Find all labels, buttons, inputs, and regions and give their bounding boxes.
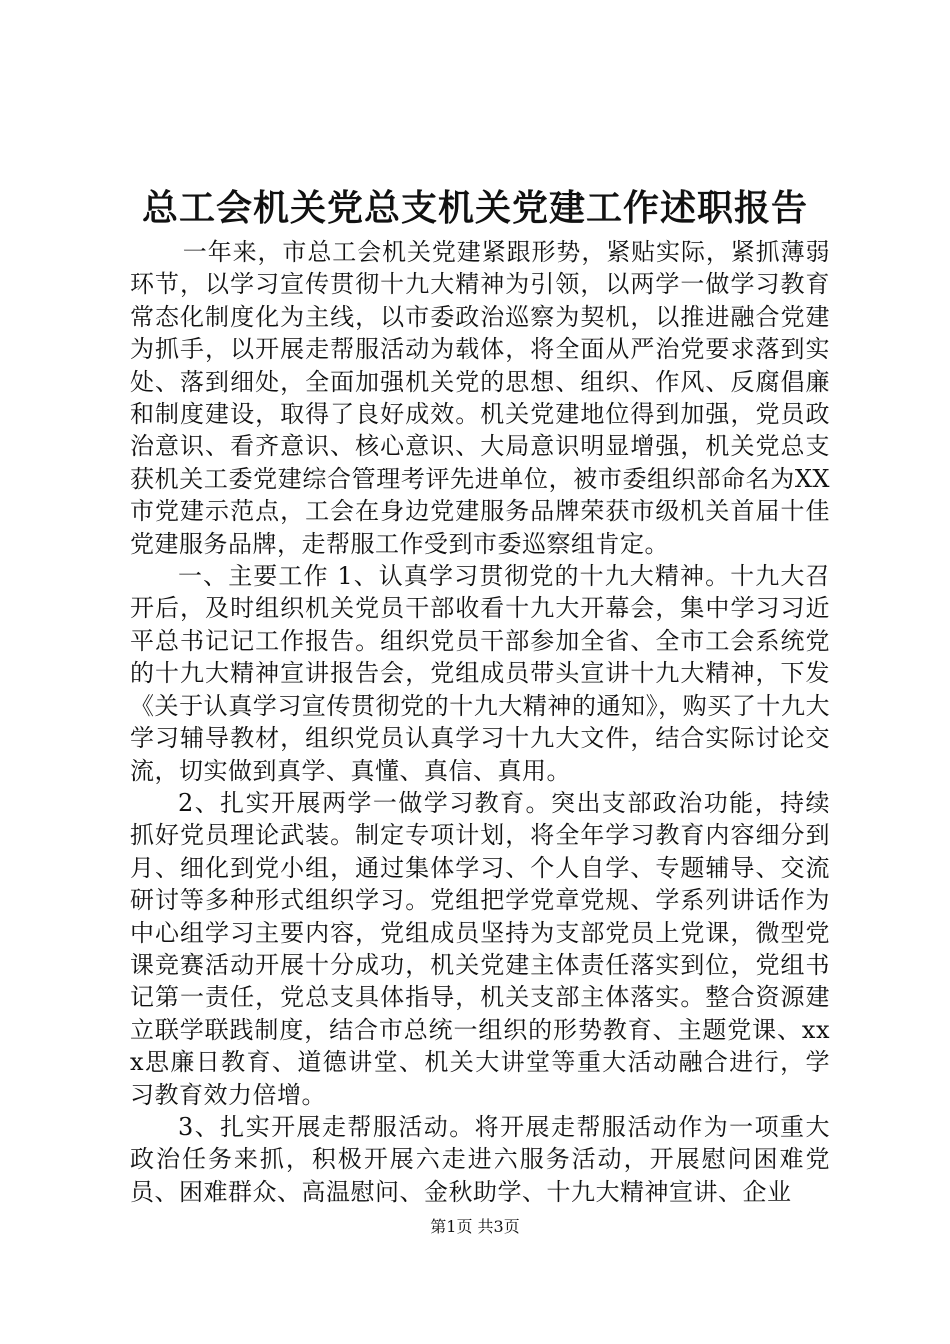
service-activity-paragraph: 3、扎实开展走帮服活动。将开展走帮服活动作为一项重大政治任务来抓，积极开展六走进六服务活动，开展慰问困难党员、困难群众、高温慰问、金秋助学、十九大精神宣讲、企业 (130, 1112, 830, 1206)
study-education-paragraph: 2、扎实开展两学一做学习教育。突出支部政治功能，持续抓好党员理论武装。制定专项计划，将全年学习教育内容细分到月、细化到党小组，通过集体学习、个人自学、专题辅导、交流研讨等多种形式组织学习。党组把学党章党规、学系列讲话作为中心组学习主要内容，党组成员坚持为支部党员上党课，微型党课竞赛活动开展十分成功，机关党建主体责任落实到位，党组书记第一责任，党总支具体指导，机关支部主体落实。整合资源建立联学联践制度，结合市总统一组织的形势教育、主题党课、xxx思廉日教育、道德讲堂、机关大讲堂等重大活动融合进行，学习教育效力倍增。 (130, 788, 830, 1109)
main-work-paragraph: 一、主要工作 1、认真学习贯彻党的十九大精神。十九大召开后，及时组织机关党员干部收看十九大开幕会，集中学习习近平总书记记工作报告。组织党员干部参加全省、全市工会系统党的十九大精神宣讲报告会，党组成员带头宣讲十九大精神，下发《关于认真学习宣传贯彻党的十九大精神的通知》，购买了十九大学习辅导教材，组织党员认真学习十九大文件，结合实际讨论交流，切实做到真学、真懂、真信、真用。 (130, 562, 830, 785)
intro-paragraph: 一年来，市总工会机关党建紧跟形势，紧贴实际，紧抓薄弱环节，以学习宣传贯彻十九大精神为引领，以两学一做学习教育常态化制度化为主线，以市委政治巡察为契机，以推进融合党建为抓手，以开展走帮服活动为载体，将全面从严治党要求落到实处、落到细处，全面加强机关党的思想、组织、作风、反腐倡廉和制度建设，取得了良好成效。机关党建地位得到加强，党员政治意识、看齐意识、核心意识、大局意识明显增强，机关党总支获机关工委党建综合管理考评先进单位，被市委组织部命名为XX市党建示范点，工会在身边党建服务品牌荣获市级机关首届十佳党建服务品牌，走帮服工作受到市委巡察组肯定。 (130, 238, 830, 558)
document-body (130, 236, 830, 1208)
page-footer: 第1页 共3页 (430, 1217, 520, 1236)
document-title: 总工会机关党总支机关党建工作述职报告 (141, 187, 808, 229)
